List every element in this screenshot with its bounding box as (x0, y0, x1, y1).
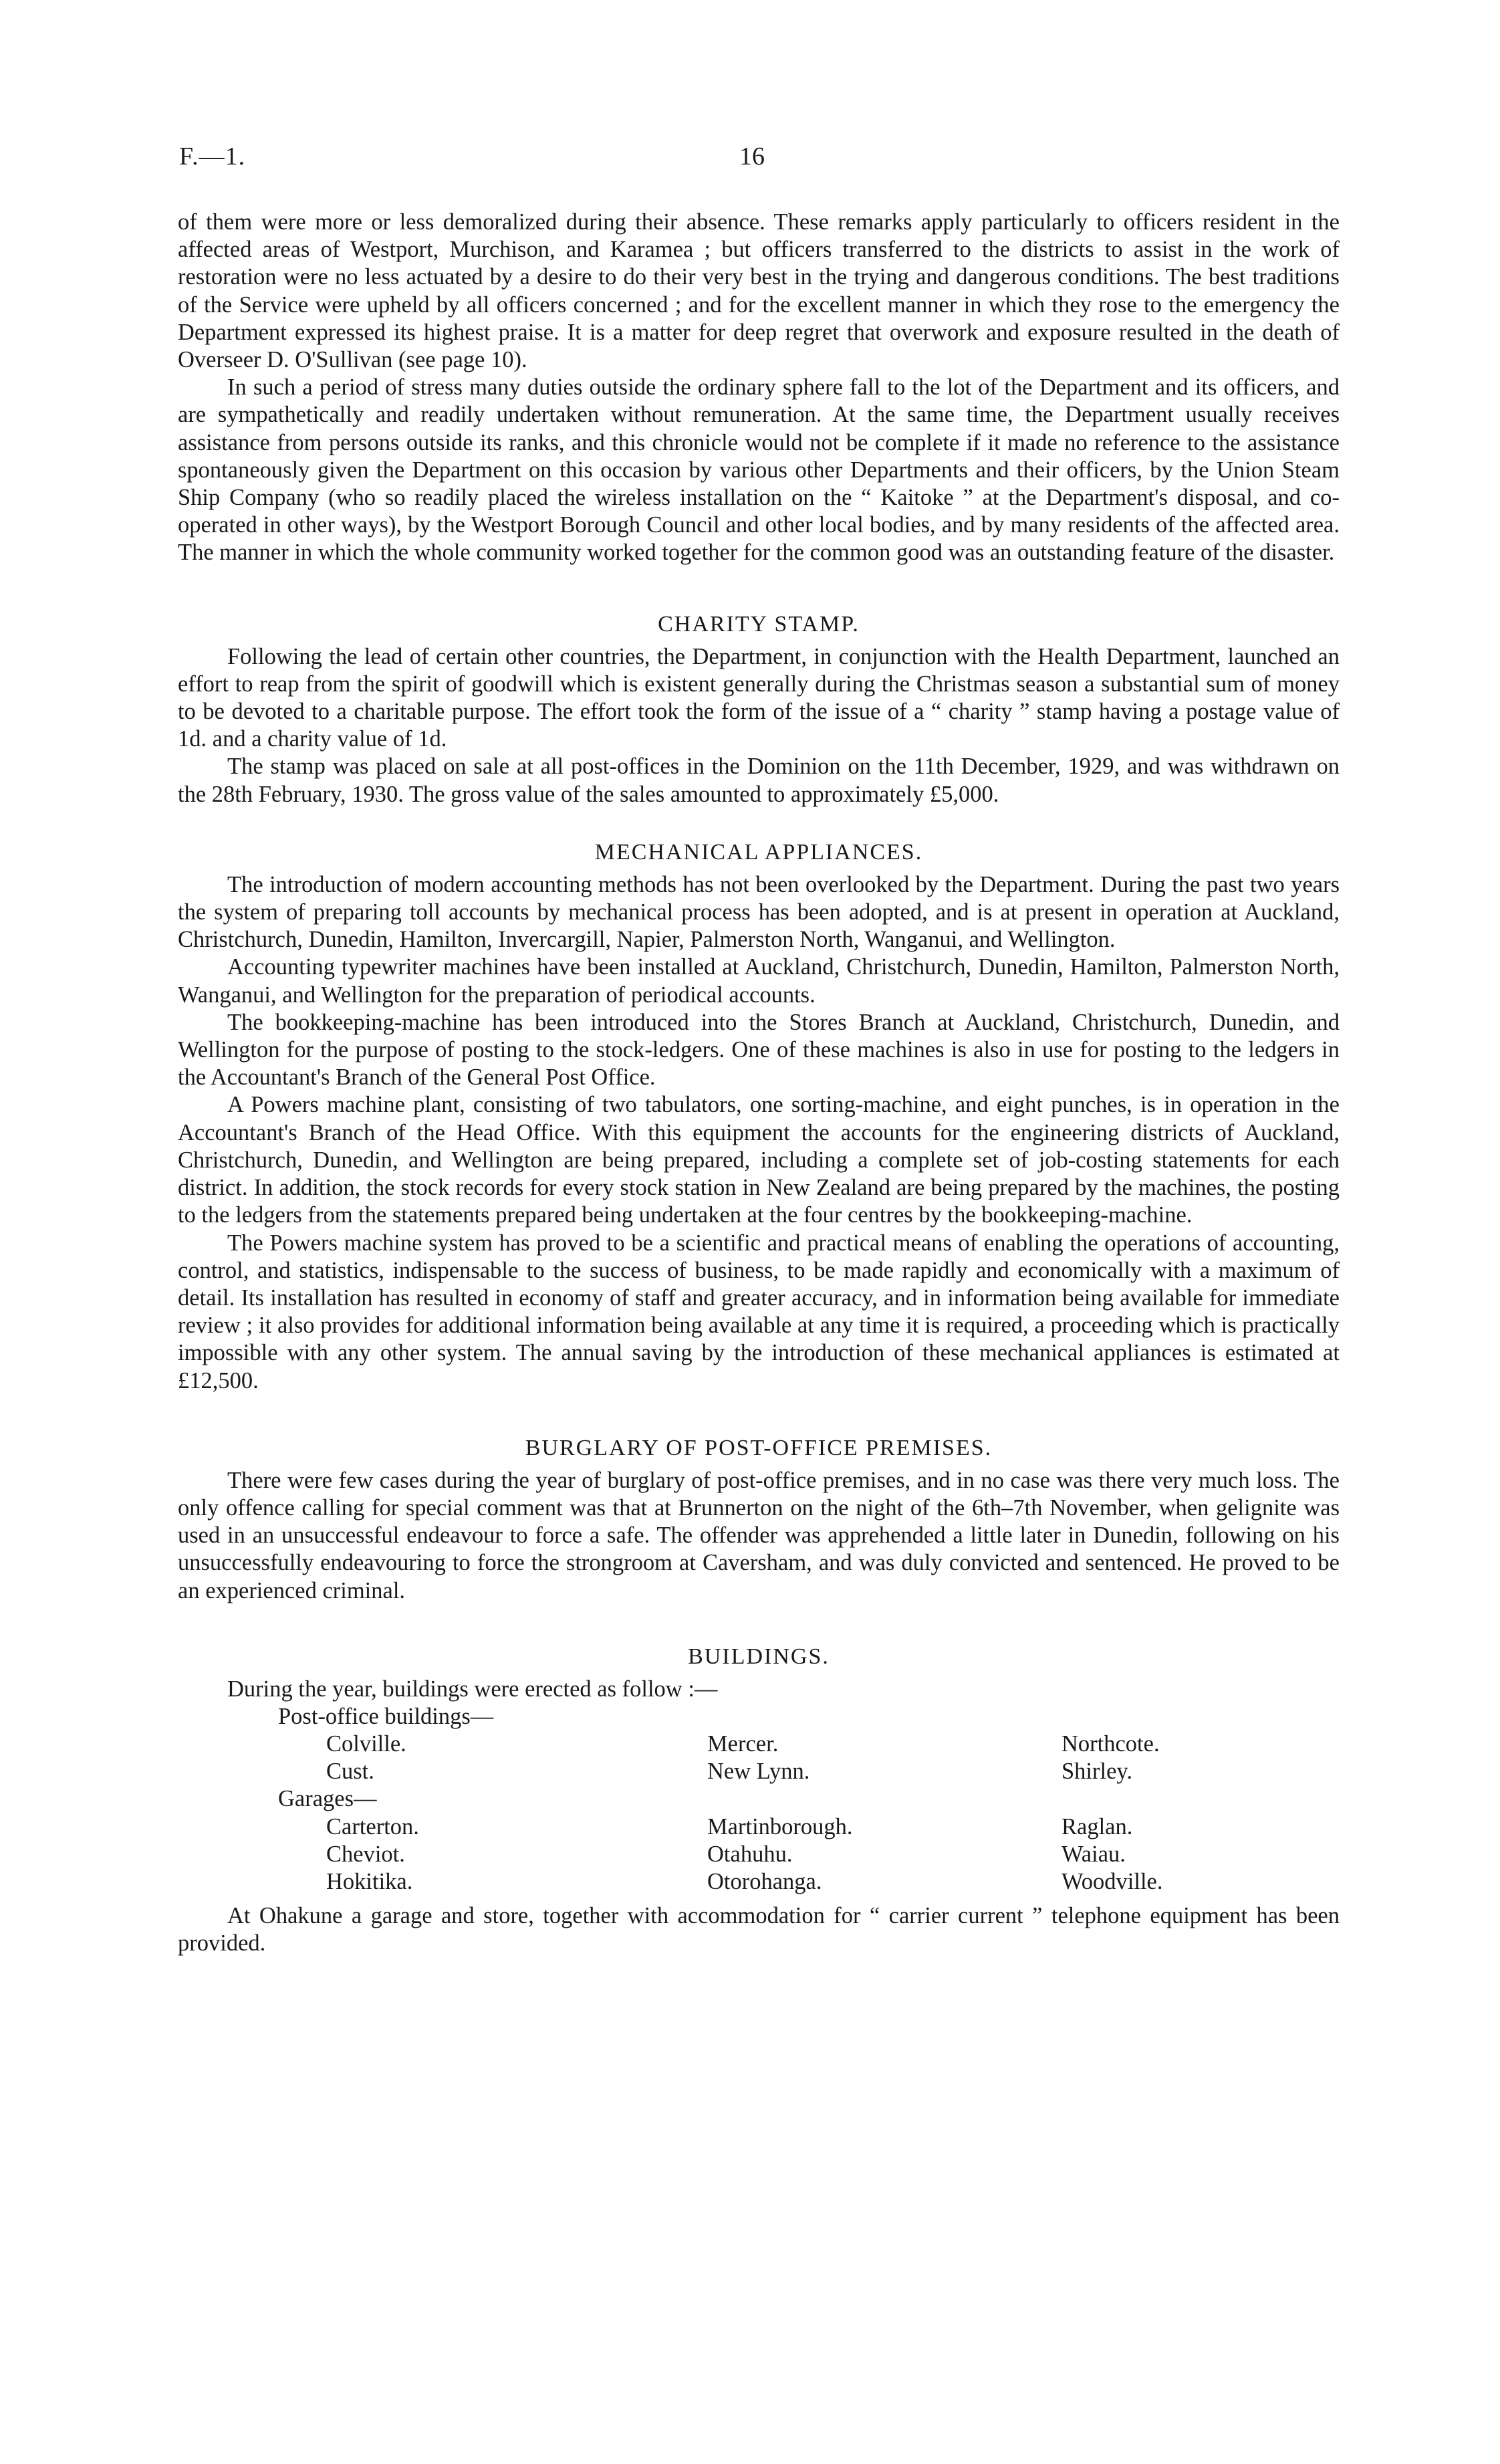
building-name: Martinborough. (707, 1813, 853, 1839)
building-name: Cust. (326, 1759, 374, 1785)
building-name: Carterton. (326, 1813, 419, 1839)
building-list-row (178, 1758, 1340, 1785)
section-heading-charity-stamp: CHARITY STAMP. (658, 611, 860, 637)
page-number: 16 (739, 142, 765, 171)
building-name: Shirley. (1061, 1759, 1133, 1785)
building-name: Woodville. (1061, 1869, 1163, 1895)
paragraph: The Powers machine system has proved to be a scientific and practical means of enabling the operations of accounting, control, and statistics, indispensable to the success of business, to be made rapidly and economically with a maximum of detail. Its installation has resulted in economy of staff and greater accuracy, and in information being available for immediate review ; it also provides for additional information being available at any time it is required, a proceeding which is practically impossible with any other system. The annual saving by the introduction of these mechanical appliances is estimated at £12,500. (178, 1230, 1340, 1393)
building-list-row (178, 1813, 1340, 1841)
building-name: Otahuhu. (707, 1841, 793, 1867)
building-name: Colville. (326, 1731, 406, 1757)
paragraph: A Powers machine plant, consisting of two tabulators, one sorting-machine, and eight punches, is in operation in the Accountant's Branch of the Head Office. With this equipment the accounts for the engineering districts of Auckland, Christchurch, Dunedin, and Wellington are being prepared, including a complete set of job-costing statements for each district. In addition, the stock records for every stock station in New Zealand are being prepared by the machines, the posting to the ledgers from the statements prepared being undertaken at the four centres by the bookkeeping-machine. (178, 1092, 1340, 1228)
paragraph: At Ohakune a garage and store, together with accommodation for “ carrier current ” telephone equipment has been provided. (178, 1903, 1340, 1956)
building-name: Mercer. (707, 1731, 779, 1757)
paragraph: Following the lead of certain other countries, the Department, in conjunction with the Health Department, launched an effort to reap from the spirit of goodwill which is existent generally during the Christmas season a substantial sum of money to be devoted to a charitable purpose. The effort took the form of the issue of a “ charity ” stamp having a postage value of 1d. and a charity value of 1d. (178, 643, 1340, 752)
building-name: Northcote. (1061, 1731, 1160, 1757)
section-heading-mechanical-appliances: MECHANICAL APPLIANCES. (594, 839, 923, 865)
building-name: Otorohanga. (707, 1869, 822, 1895)
paragraph: The bookkeeping-machine has been introduced into the Stores Branch at Auckland, Christchurch, Dunedin, and Wellington for the purpose of posting to the stock-ledgers. One of these machines is also in use for posting to the ledgers in the Accountant's Branch of the General Post Office. (178, 1009, 1340, 1091)
paragraph: The introduction of modern accounting methods has not been overlooked by the Department. During the past two years the system of preparing toll accounts by mechanical process has been adopted, and is at present in operation at Auckland, Christchurch, Dunedin, Hamilton, Invercargill, Napier, Palmerston North, Wanganui, and Wellington. (178, 871, 1340, 953)
paragraph: of them were more or less demoralized during their absence. These remarks apply particularly to officers resident in the affected areas of Westport, Murchison, and Karamea ; but officers transferred to the districts to assist in the work of restoration were no less actuated by a desire to do their very best in the trying and dangerous conditions. The best traditions of the Service were upheld by all officers concerned ; and for the excellent manner in which they rose to the emergency the Department expressed its highest praise. It is a matter for deep regret that overwork and exposure resulted in the death of Overseer D. O'Sullivan (see page 10). (178, 209, 1340, 373)
paragraph: The stamp was placed on sale at all post-offices in the Dominion on the 11th December, 1929, and was withdrawn on the 28th February, 1930. The gross value of the sales amounted to approximately £5,000. (178, 754, 1340, 807)
building-list-row (178, 1730, 1340, 1758)
building-name: Cheviot. (326, 1841, 405, 1867)
section-heading-burglary: BURGLARY OF POST-OFFICE PREMISES. (525, 1435, 993, 1460)
page-header (179, 142, 1340, 175)
building-name: New Lynn. (707, 1759, 810, 1785)
report-code: F.—1. (179, 142, 246, 171)
post-office-buildings-label: Post-office buildings— (278, 1703, 494, 1729)
section-heading-buildings: BUILDINGS. (688, 1644, 830, 1669)
building-name: Raglan. (1061, 1813, 1133, 1839)
paragraph: In such a period of stress many duties outside the ordinary sphere fall to the lot of the Department and its officers, and are sympathetically and readily undertaken without remuneration. At the same time, the Department usually receives assistance from persons outside its ranks, and this chronicle would not be complete if it made no reference to the assistance spontaneously given the Department on this occasion by various other Departments and their officers, by the Union Steam Ship Company (who so readily placed the wireless installation on the “ Kaitoke ” at the Department's disposal, and co-operated in other ways), by the Westport Borough Council and other local bodies, and by many residents of the affected area. The manner in which the whole community worked together for the common good was an outstanding feature of the disaster. (178, 374, 1340, 566)
building-name: Waiau. (1061, 1841, 1126, 1867)
paragraph: Accounting typewriter machines have been installed at Auckland, Christchurch, Dunedin, Hamilton, Palmerston North, Wanganui, and Wellington for the preparation of periodical accounts. (178, 954, 1340, 1008)
building-list-row (178, 1868, 1340, 1896)
building-name: Hokitika. (326, 1869, 413, 1895)
building-list-row (178, 1841, 1340, 1868)
garages-label: Garages— (278, 1786, 377, 1812)
paragraph: There were few cases during the year of burglary of post-office premises, and in no case was there very much loss. The only offence calling for special comment was that at Brunnerton on the night of the 6th–7th November, when gelignite was used in an unsuccessful endeavour to force a safe. The offender was apprehended a little later in Dunedin, following on his unsuccessfully endeavouring to force the strongroom at Caversham, and was duly convicted and sentenced. He proved to be an experienced criminal. (178, 1467, 1340, 1603)
page-body (178, 209, 1340, 1958)
buildings-intro: During the year, buildings were erected as follow :— (227, 1676, 718, 1702)
